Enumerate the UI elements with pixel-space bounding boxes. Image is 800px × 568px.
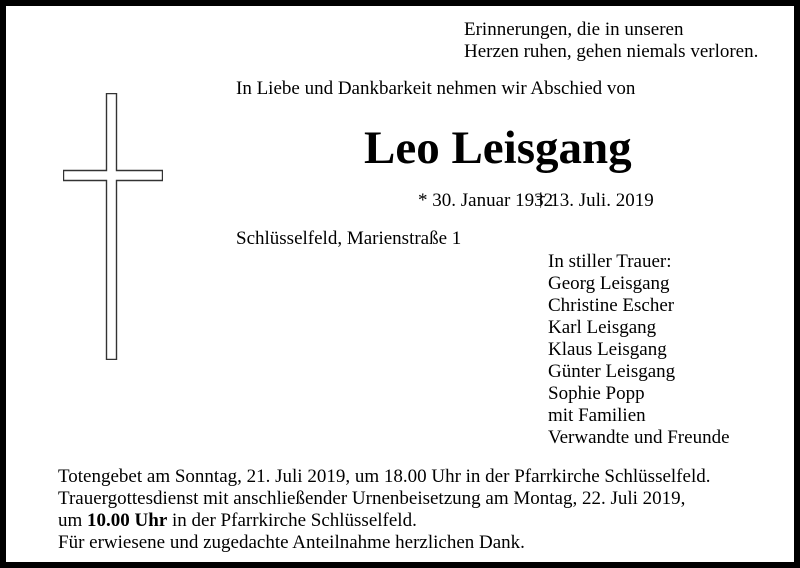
mourner-name: Sophie Popp [548, 383, 645, 404]
mourner-name: Klaus Leisgang [548, 339, 667, 360]
motto-line-1: Erinnerungen, die in unseren [464, 19, 684, 40]
death-date: † 13. Juli. 2019 [536, 190, 654, 211]
birth-date: * 30. Januar 1932 [418, 190, 554, 211]
intro-text: In Liebe und Dankbarkeit nehmen wir Abschied von [236, 78, 636, 99]
mourner-name: Verwandte und Freunde [548, 427, 730, 448]
footer-line-1: Totengebet am Sonntag, 21. Juli 2019, um 18.00 Uhr in der Pfarrkirche Schlüsselfeld. [58, 466, 711, 487]
mourner-name: mit Familien [548, 405, 646, 426]
mourners-heading: In stiller Trauer: [548, 251, 672, 272]
obituary-card [6, 6, 794, 562]
deceased-name: Leo Leisgang [364, 122, 632, 174]
mourner-name: Günter Leisgang [548, 361, 676, 382]
service-time: 10.00 Uhr [87, 510, 168, 531]
footer-line-3-prefix: um [58, 510, 88, 531]
footer-line-3 [58, 510, 710, 532]
mourner-name: Karl Leisgang [548, 317, 657, 338]
mourner-name: Georg Leisgang [548, 273, 670, 294]
footer-line-2: Trauergottesdienst mit anschließender Urnenbeisetzung am Montag, 22. Juli 2019, [58, 488, 686, 509]
address: Schlüsselfeld, Marienstraße 1 [236, 228, 462, 249]
motto-line-2: Herzen ruhen, gehen niemals verloren. [464, 41, 759, 62]
cross-icon [63, 93, 163, 360]
footer-line-4: Für erwiesene und zugedachte Anteilnahme herzlichen Dank. [58, 532, 525, 553]
service-info [58, 466, 710, 554]
mourner-name: Christine Escher [548, 295, 675, 316]
motto-quote [464, 19, 758, 63]
mourners-list [548, 251, 730, 449]
footer-line-3-suffix: in der Pfarrkirche Schlüsselfeld. [167, 510, 417, 531]
